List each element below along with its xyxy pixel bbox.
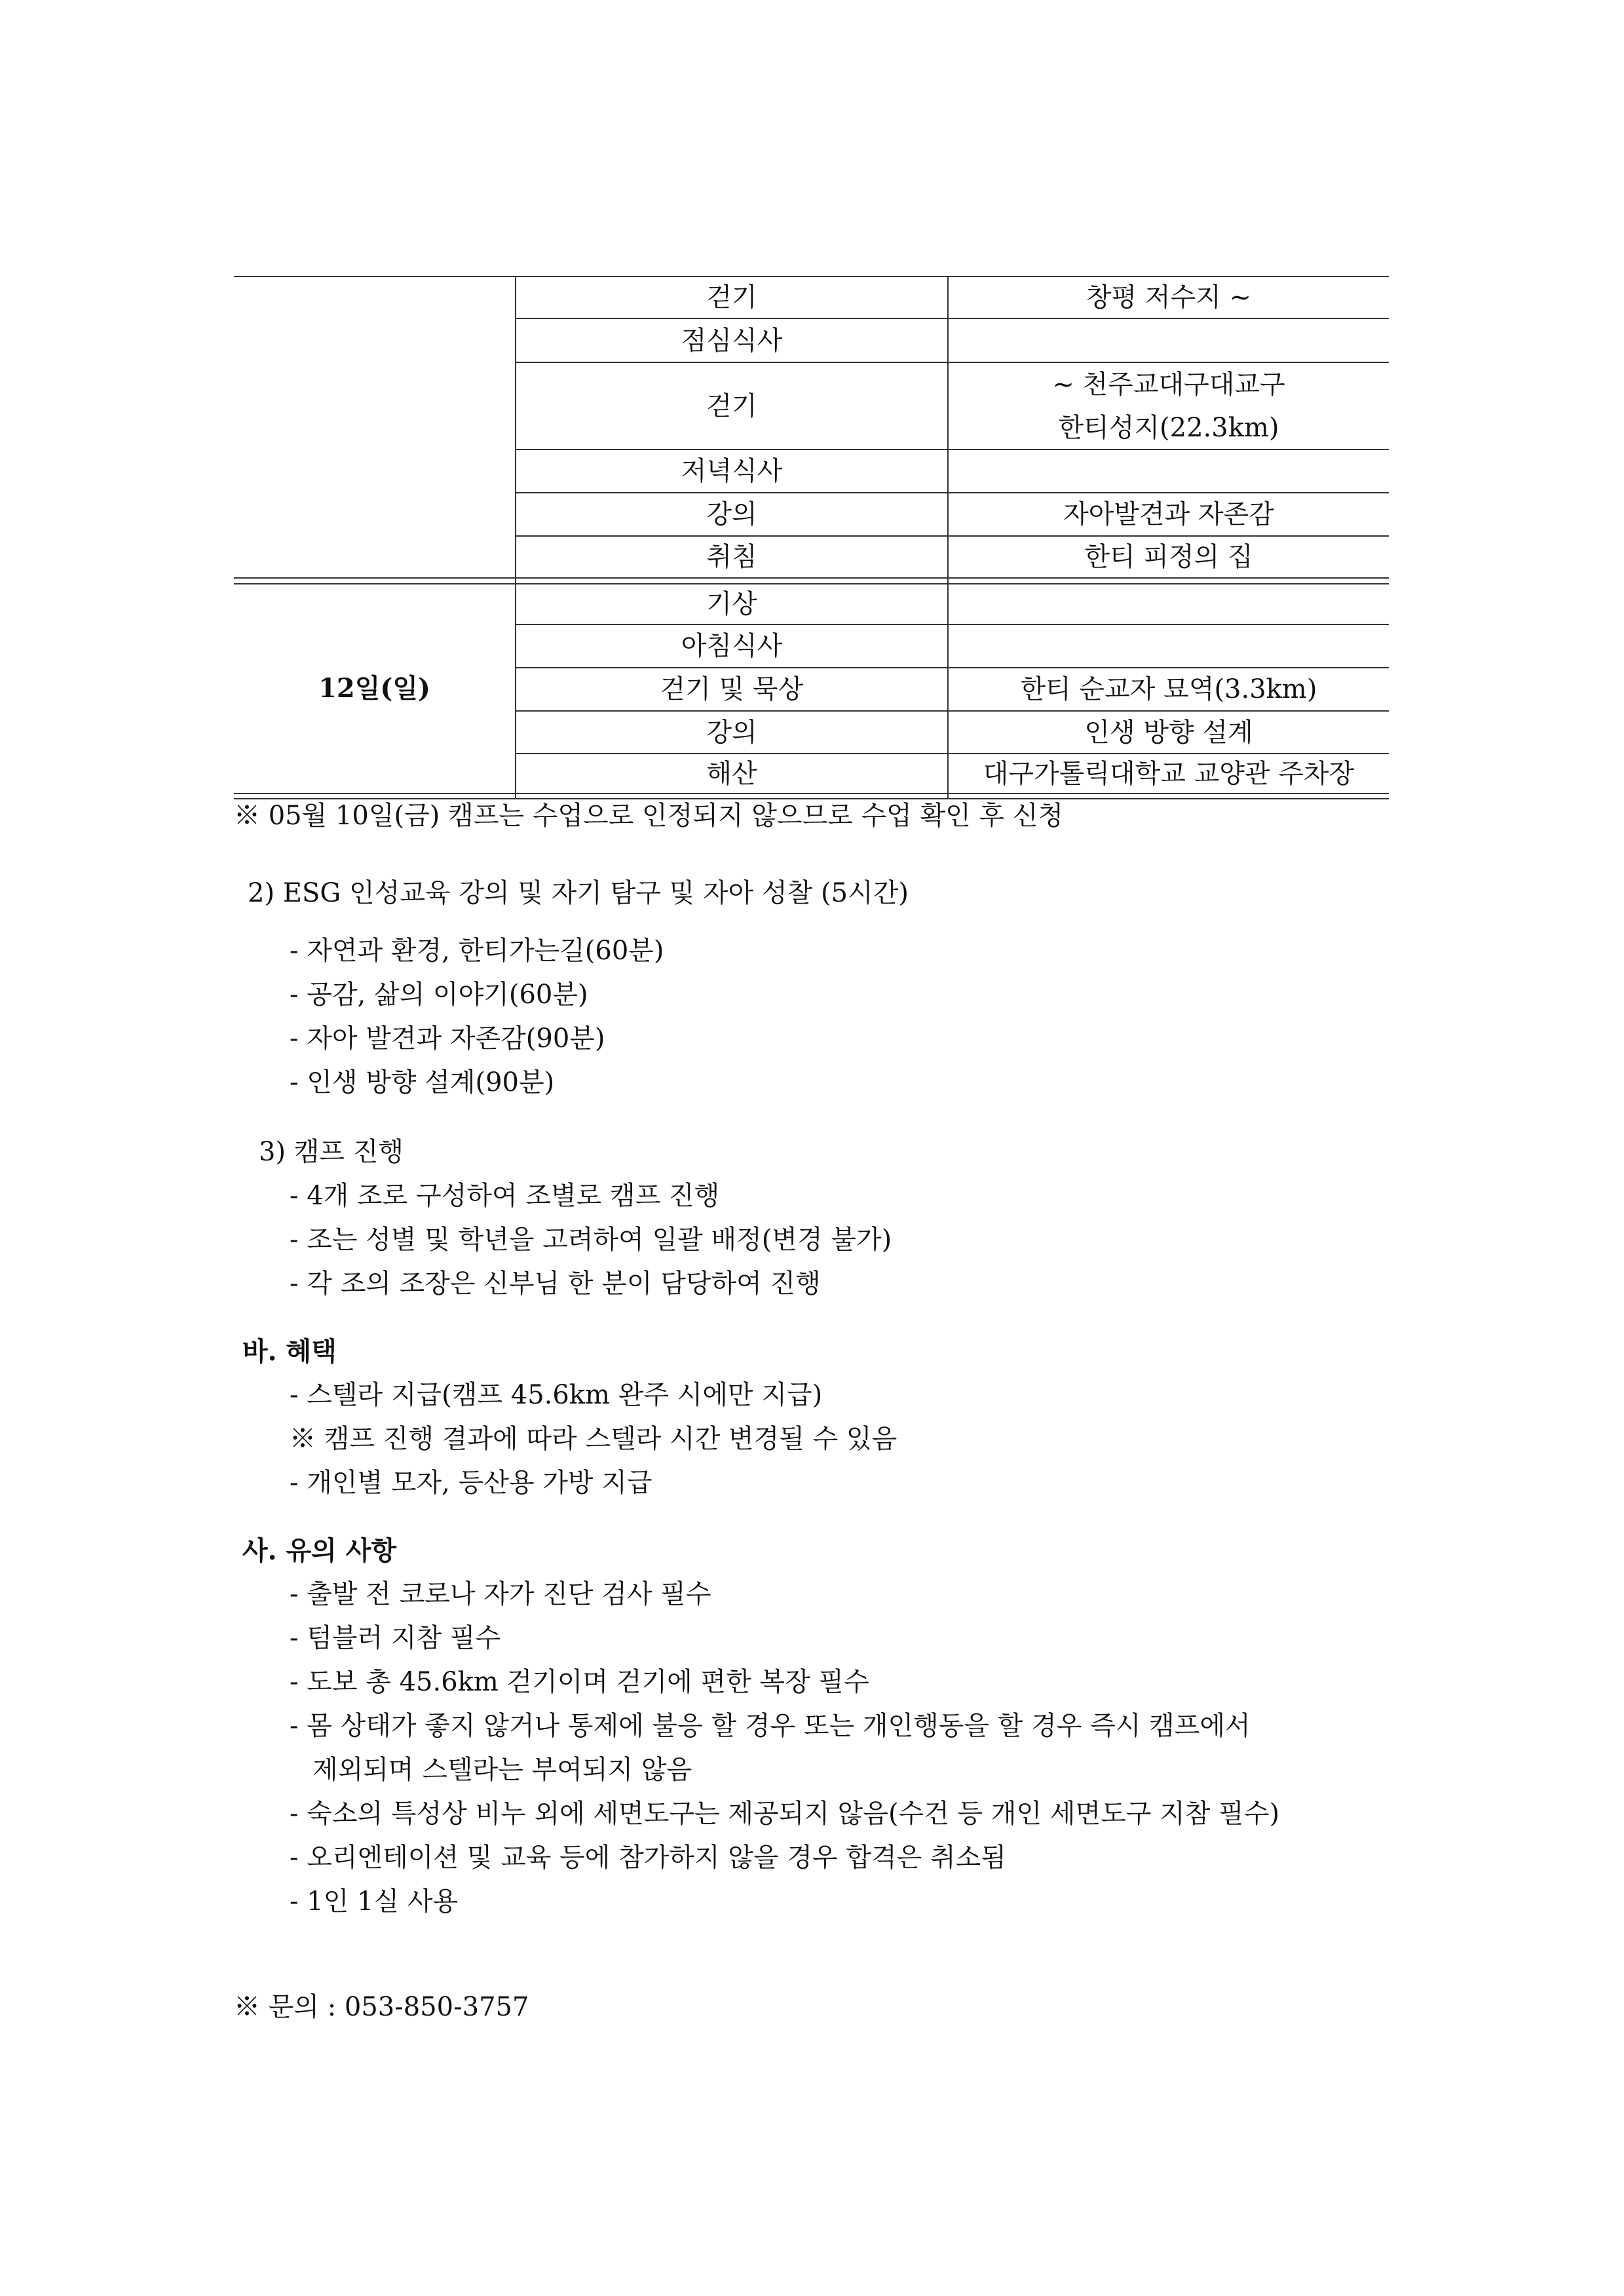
- list-item: - 공감, 삶의 이야기(60분): [290, 980, 588, 1010]
- place-line: ~ 천주교대구대교구: [1052, 369, 1285, 400]
- place-line: 한티성지(22.3km): [1058, 412, 1279, 443]
- activity-cell: 걷기 및 묵상: [660, 674, 804, 704]
- list-item: - 텀블러 지참 필수: [290, 1623, 501, 1653]
- list-item: - 오리엔테이션 및 교육 등에 참가하지 않을 경우 합격은 취소됨: [290, 1843, 1006, 1873]
- list-item: - 인생 방향 설계(90분): [290, 1067, 555, 1098]
- list-item: ※ 캠프 진행 결과에 따라 스텔라 시간 변경될 수 있음: [290, 1424, 897, 1454]
- contact-line: ※ 문의 : 053-850-3757: [234, 1992, 529, 2022]
- activity-cell: 저녁식사: [681, 456, 783, 486]
- place-cell: 대구가톨릭대학교 교양관 주차장: [983, 758, 1355, 789]
- activity-cell: 걷기: [706, 282, 757, 313]
- section2-title: 2) ESG 인성교육 강의 및 자기 탐구 및 자아 성찰 (5시간): [248, 878, 909, 908]
- list-item: - 출발 전 코로나 자가 진단 검사 필수: [290, 1579, 711, 1609]
- list-item: - 1인 1실 사용: [290, 1886, 459, 1917]
- place-cell: [949, 450, 1389, 492]
- list-item-continuation: 제외되며 스텔라는 부여되지 않음: [312, 1755, 692, 1785]
- list-item: - 숙소의 특성상 비누 외에 세면도구는 제공되지 않음(수건 등 개인 세면도구 지참 필수): [290, 1799, 1280, 1829]
- activity-cell: 걷기: [706, 391, 757, 421]
- place-cell: 인생 방향 설계: [1084, 717, 1253, 748]
- list-item: - 개인별 모자, 등산용 가방 지급: [290, 1468, 652, 1498]
- table-note: ※ 05월 10일(금) 캠프는 수업으로 인정되지 않으므로 수업 확인 후 신청: [234, 801, 1064, 831]
- section3-title: 3) 캠프 진행: [259, 1137, 404, 1167]
- list-item: - 자아 발견과 자존감(90분): [290, 1024, 605, 1054]
- place-cell: 한티 순교자 묘역(3.3km): [1020, 674, 1317, 704]
- benefits-heading: 바. 혜택: [242, 1336, 337, 1367]
- place-cell: 자아발견과 자존감: [1063, 499, 1274, 529]
- list-item: - 몸 상태가 좋지 않거나 통제에 불응 할 경우 또는 개인행동을 할 경우 즉시 캠프에서: [290, 1711, 1251, 1741]
- activity-cell: 강의: [706, 499, 757, 529]
- activity-cell: 취침: [706, 542, 757, 572]
- list-item: - 각 조의 조장은 신부님 한 분이 담당하여 진행: [290, 1269, 821, 1299]
- place-cell: 창평 저수지 ~: [1086, 282, 1252, 313]
- list-item: - 도보 총 45.6km 걷기이며 걷기에 편한 복장 필수: [290, 1667, 869, 1697]
- place-cell: [949, 319, 1389, 362]
- list-item: - 스텔라 지급(캠프 45.6km 완주 시에만 지급): [290, 1380, 823, 1410]
- list-item: - 조는 성별 및 학년을 고려하여 일괄 배정(변경 불가): [290, 1225, 892, 1255]
- activity-cell: 해산: [706, 758, 757, 789]
- place-cell: [949, 625, 1389, 667]
- list-item: - 자연과 환경, 한티가는길(60분): [290, 936, 664, 966]
- place-cell: [949, 363, 1389, 449]
- activity-cell: 점심식사: [681, 325, 783, 356]
- activity-cell: 강의: [706, 717, 757, 748]
- activity-cell: 아침식사: [681, 631, 783, 661]
- list-item: - 4개 조로 구성하여 조별로 캠프 진행: [290, 1181, 720, 1211]
- notes-heading: 사. 유의 사항: [242, 1535, 396, 1566]
- activity-cell: 기상: [706, 589, 757, 619]
- place-cell: 한티 피정의 집: [1084, 542, 1253, 572]
- day-label: 12일(일): [318, 673, 430, 704]
- place-cell: [949, 584, 1389, 624]
